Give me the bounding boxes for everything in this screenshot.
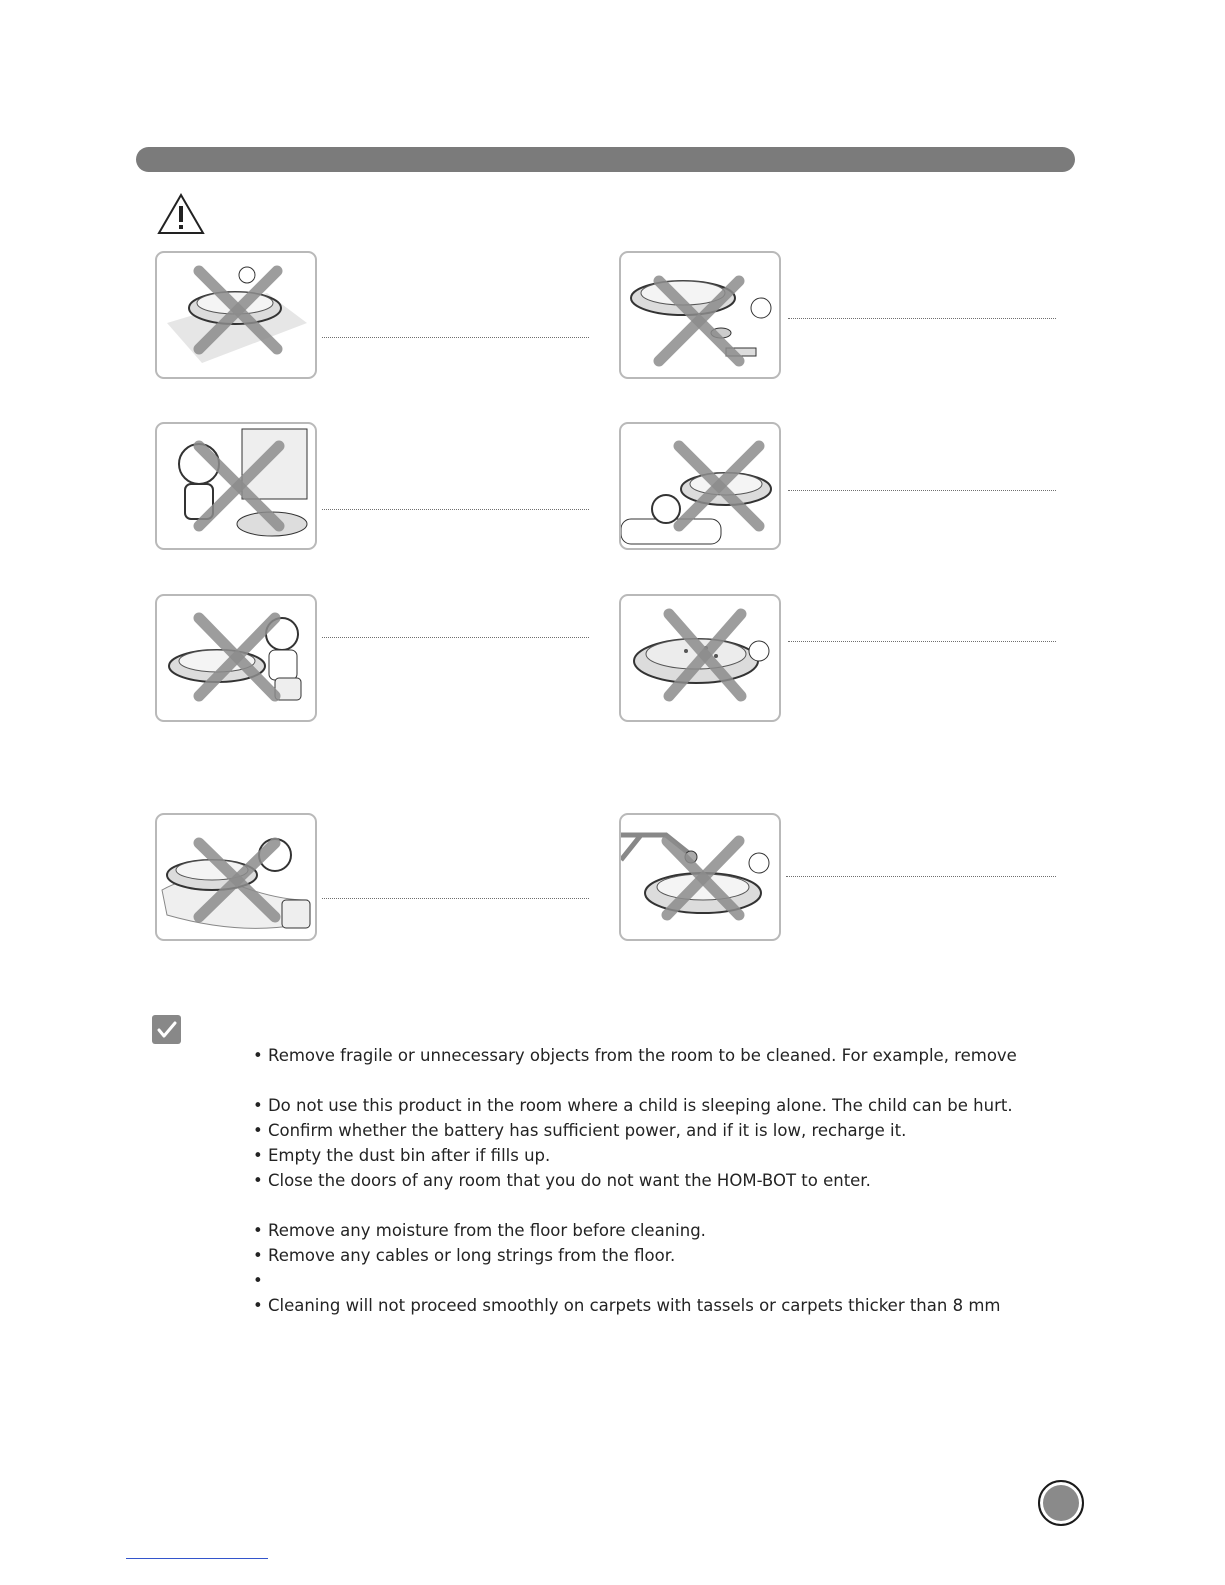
illustration-wiping-robot-with-wet-cloth <box>155 594 317 722</box>
caption-leader-line <box>322 509 589 510</box>
illustration-robot-top-dusty <box>619 594 781 722</box>
checkmark-icon <box>152 1015 181 1044</box>
page-number-badge <box>1038 1480 1084 1526</box>
list-item <box>253 1193 1073 1218</box>
illustration-robot-on-rug <box>155 251 317 379</box>
list-item <box>253 1068 1073 1093</box>
caption-leader-line <box>788 318 1056 319</box>
caption-leader-line <box>322 337 589 338</box>
list-item: • Cleaning will not proceed smoothly on carpets with tassels or carpets thicker than 8 mm <box>253 1296 1001 1315</box>
illustration-sleeping-child <box>619 422 781 550</box>
list-item: • Remove any moisture from the floor before cleaning. <box>253 1221 706 1240</box>
list-item: • Remove any cables or long strings from the floor. <box>253 1246 676 1265</box>
illustration-robot-in-water <box>155 813 317 941</box>
section-header-bar <box>136 147 1075 172</box>
illustration-robot-under-chair <box>619 813 781 941</box>
list-item: • <box>253 1271 263 1290</box>
warning-triangle-icon <box>157 193 205 235</box>
caption-leader-line <box>322 637 589 638</box>
illustration-child-near-charger <box>155 422 317 550</box>
caption-leader-line <box>788 490 1056 491</box>
caption-leader-line <box>786 876 1056 877</box>
footer-link-underline[interactable] <box>126 1558 268 1559</box>
list-item: • Empty the dust bin after if fills up. <box>253 1146 551 1165</box>
list-item: • Remove fragile or unnecessary objects from the room to be cleaned. For example, remove <box>253 1046 1017 1065</box>
list-item: • Do not use this product in the room where a child is sleeping alone. The child can be hurt. <box>253 1096 1013 1115</box>
illustration-robot-with-small-objects <box>619 251 781 379</box>
list-item: • Close the doors of any room that you do not want the HOM-BOT to enter. <box>253 1171 871 1190</box>
notes-bullet-list <box>253 1043 1073 1318</box>
caption-leader-line <box>788 641 1056 642</box>
caption-leader-line <box>322 898 589 899</box>
list-item: • Confirm whether the battery has sufficient power, and if it is low, recharge it. <box>253 1121 907 1140</box>
